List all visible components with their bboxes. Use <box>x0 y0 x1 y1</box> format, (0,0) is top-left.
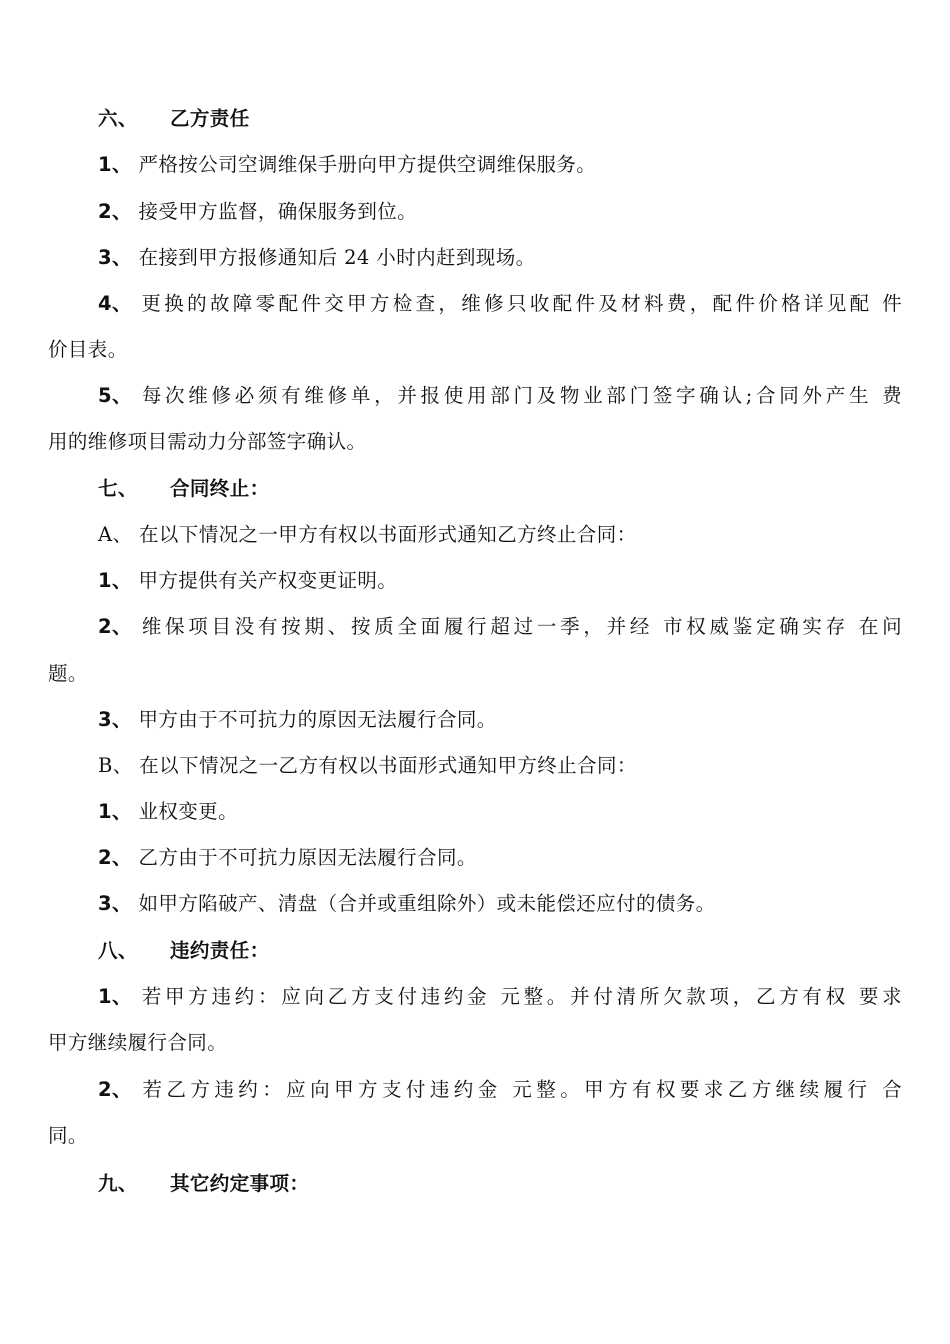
item-number: 3、 <box>98 708 132 731</box>
clause-letter: A、 <box>98 523 133 546</box>
clause-text: 在以下情况之一甲方有权以书面形式通知乙方终止合同： <box>139 523 637 546</box>
item-number: 3、 <box>98 892 132 915</box>
item-number: 1、 <box>98 985 132 1008</box>
section-number: 七、 <box>98 477 138 500</box>
item-text: 每次维修必须有维修单，并报使用部门及物业部门签字确认;合同外产生 费 <box>141 384 902 407</box>
section-heading-nine <box>98 1171 950 1197</box>
section-title: 合同终止： <box>170 477 270 500</box>
section-number: 八、 <box>98 939 138 962</box>
list-item <box>98 799 950 825</box>
list-item <box>98 614 902 640</box>
item-text: 接受甲方监督，确保服务到位。 <box>138 200 418 223</box>
list-item <box>98 568 950 594</box>
section-heading-eight <box>98 938 950 964</box>
item-text: 维保项目没有按期、按质全面履行超过一季，并经 市权威鉴定确实存 在问 <box>141 615 902 638</box>
section-number: 六、 <box>98 107 138 130</box>
list-item <box>98 383 902 409</box>
item-text: 更换的故障零配件交甲方检查，维修只收配件及材料费，配件价格详见配 件 <box>141 292 902 315</box>
list-item <box>98 984 902 1010</box>
clause-a <box>98 522 950 548</box>
list-item <box>98 707 950 733</box>
item-text: 若甲方违约：应向乙方支付违约金 元整。并付清所欠款项，乙方有权 要求 <box>141 985 902 1008</box>
item-number: 5、 <box>98 384 132 407</box>
item-continuation: 甲方继续履行合同。 <box>48 1031 228 1054</box>
section-title: 乙方责任 <box>170 107 250 130</box>
item-continuation: 价目表。 <box>48 338 128 361</box>
section-title: 其它约定事项： <box>170 1172 310 1195</box>
list-item <box>98 152 950 178</box>
item-text: 在接到甲方报修通知后 24 小时内赶到现场。 <box>138 246 536 269</box>
list-item <box>98 245 950 271</box>
section-heading-six <box>98 106 950 132</box>
clause-letter: B、 <box>98 754 133 777</box>
list-item <box>98 891 950 917</box>
item-continuation: 同。 <box>48 1124 88 1147</box>
item-number: 4、 <box>98 292 132 315</box>
item-number: 2、 <box>98 1078 132 1101</box>
clause-text: 在以下情况之一乙方有权以书面形式通知甲方终止合同： <box>139 754 637 777</box>
item-number: 2、 <box>98 615 132 638</box>
item-text: 甲方提供有关产权变更证明。 <box>138 569 398 592</box>
item-continuation: 用的维修项目需动力分部签字确认。 <box>48 430 367 453</box>
list-item <box>98 1077 902 1103</box>
list-item <box>98 199 950 225</box>
item-number: 2、 <box>98 846 132 869</box>
item-text: 若乙方违约：应向甲方支付违约金 元整。甲方有权要求乙方继续履行 合 <box>142 1078 902 1101</box>
item-text: 甲方由于不可抗力的原因无法履行合同。 <box>138 708 497 731</box>
list-item <box>98 291 902 317</box>
item-number: 2、 <box>98 200 132 223</box>
item-number: 1、 <box>98 153 132 176</box>
section-title: 违约责任： <box>170 939 270 962</box>
section-number: 九、 <box>98 1172 138 1195</box>
clause-b <box>98 753 950 779</box>
item-number: 1、 <box>98 569 132 592</box>
item-text: 业权变更。 <box>138 800 238 823</box>
item-number: 3、 <box>98 246 132 269</box>
section-heading-seven <box>98 476 950 502</box>
item-continuation: 题。 <box>48 662 88 685</box>
item-text: 严格按公司空调维保手册向甲方提供空调维保服务。 <box>138 153 597 176</box>
item-number: 1、 <box>98 800 132 823</box>
item-text: 如甲方陷破产、清盘（合并或重组除外）或未能偿还应付的债务。 <box>138 892 716 915</box>
list-item <box>98 845 950 871</box>
item-text: 乙方由于不可抗力原因无法履行合同。 <box>138 846 477 869</box>
